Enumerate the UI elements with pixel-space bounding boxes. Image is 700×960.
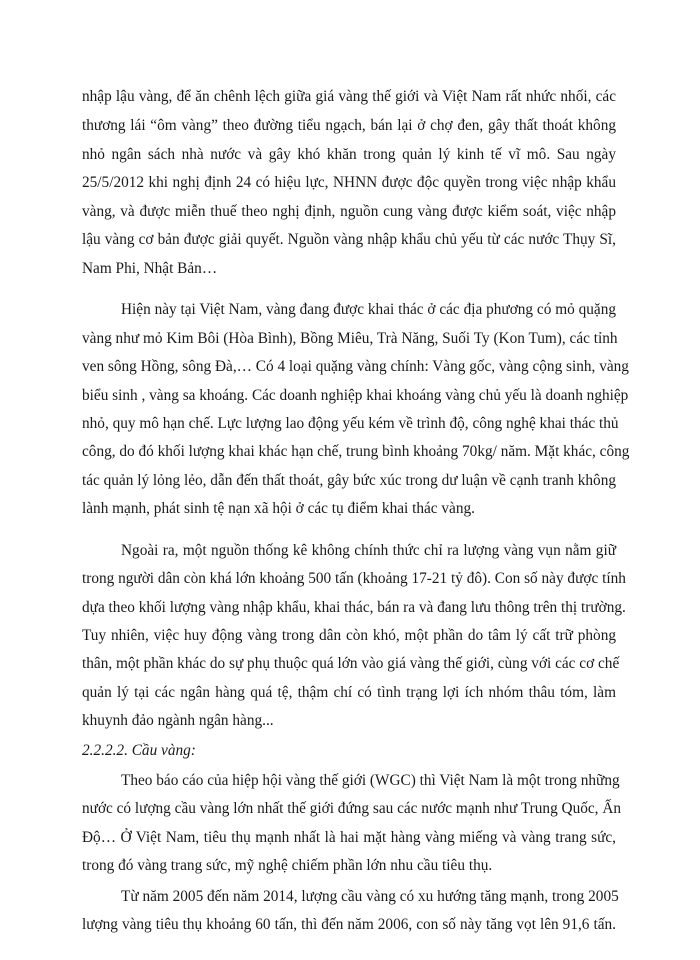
text-line: thân, một phần khác do sự phụ thuộc quá lớn vào giá vàng thế giới, cùng với các cơ chế — [82, 655, 620, 672]
text-line: vàng như mỏ Kim Bôi (Hòa Bình), Bồng Miêu, Trà Năng, Suối Ty (Kon Tum), các tỉnh — [82, 330, 618, 347]
text-line: lượng vàng tiêu thụ khoảng 60 tấn, thì đến năm 2006, con số này tăng vọt lên 91,6 tấn. — [82, 916, 616, 933]
text-line: nhập lậu vàng, để ăn chênh lệch giữa giá vàng thế giới và Việt Nam rất nhức nhối, các — [82, 88, 616, 105]
text-line: Hiện này tại Việt Nam, vàng đang được khai thác ở các địa phương có mỏ quặng — [121, 301, 616, 318]
text-line: thương lái “ôm vàng” theo đường tiểu ngạch, bán lại ở chợ đen, gây thất thoát không — [82, 117, 616, 134]
text-line: Theo báo cáo của hiệp hội vàng thế giới (WGC) thì Việt Nam là một trong những — [121, 772, 620, 789]
text-line: công, do đó khối lượng khai khác hạn chế, trung bình khoảng 70kg/ năm. Mặt khác, công — [82, 443, 630, 460]
text-line: 25/5/2012 khi nghị định 24 có hiệu lực, NHNN được độc quyền trong việc nhập khẩu — [82, 174, 616, 191]
text-line: Nam Phi, Nhật Bản… — [82, 260, 218, 277]
text-line: quản lý tại các ngân hàng quá tệ, thậm chí có tình trạng lợi ích nhóm thâu tóm, làm — [82, 684, 616, 701]
text-line: trong người dân còn khá lớn khoảng 500 tấn (khoảng 17-21 tỷ đô). Con số này được tính — [82, 570, 626, 587]
text-line: ven sông Hồng, sông Đà,… Có 4 loại quặng vàng chính: Vàng gốc, vàng cộng sinh, vàng — [82, 358, 629, 375]
section-heading: 2.2.2.2. Cầu vàng: — [82, 742, 196, 759]
text-line: Tuy nhiên, việc huy động vàng trong dân còn khó, một phần do tâm lý cất trữ phòng — [82, 627, 616, 644]
text-line: nhỏ, quy mô hạn chế. Lực lượng lao động yếu kém về trình độ, công nghệ khai thác thủ — [82, 415, 619, 432]
text-line: Ngoài ra, một nguồn thống kê không chính thức chỉ ra lượng vàng vụn nằm giữ — [121, 542, 616, 559]
text-line: trong đó vàng trang sức, mỹ nghệ chiếm phần lớn nhu cầu tiêu thụ. — [82, 857, 493, 874]
text-line: Từ năm 2005 đến năm 2014, lượng cầu vàng có xu hướng tăng mạnh, trong 2005 — [121, 888, 619, 905]
text-line: nhỏ ngân sách nhà nước và gây khó khăn trong quản lý kinh tế vĩ mô. Sau ngày — [82, 146, 616, 163]
text-line: lành mạnh, phát sinh tệ nạn xã hội ở các tụ điểm khai thác vàng. — [82, 500, 475, 517]
text-line: dựa theo khối lượng vàng nhập khẩu, khai thác, bán ra và đang lưu thông trên thị trường. — [82, 599, 626, 616]
text-line: biểu sinh , vàng sa khoáng. Các doanh nghiệp khai khoáng vàng chủ yếu là doanh nghiệp — [82, 387, 629, 404]
text-line: nước có lượng cầu vàng lớn nhất thế giới đứng sau các nước mạnh như Trung Quốc, Ấn — [82, 800, 622, 817]
text-line: Độ… Ở Việt Nam, tiêu thụ mạnh nhất là hai mặt hàng vàng miếng và vàng trang sức, — [82, 829, 616, 846]
text-line: lậu vàng cơ bản được giải quyết. Nguồn vàng nhập khẩu chủ yếu từ các nước Thụy Sĩ, — [82, 231, 616, 248]
text-line: khuynh đảo ngành ngân hàng... — [82, 712, 274, 729]
text-line: vàng, và được miễn thuế theo nghị định, nguồn cung vàng được kiểm soát, việc nhập — [82, 203, 616, 220]
text-line: tác quản lý lỏng lẻo, dẫn đến thất thoát, gây bức xúc trong dư luận về cạnh tranh không — [82, 472, 616, 489]
